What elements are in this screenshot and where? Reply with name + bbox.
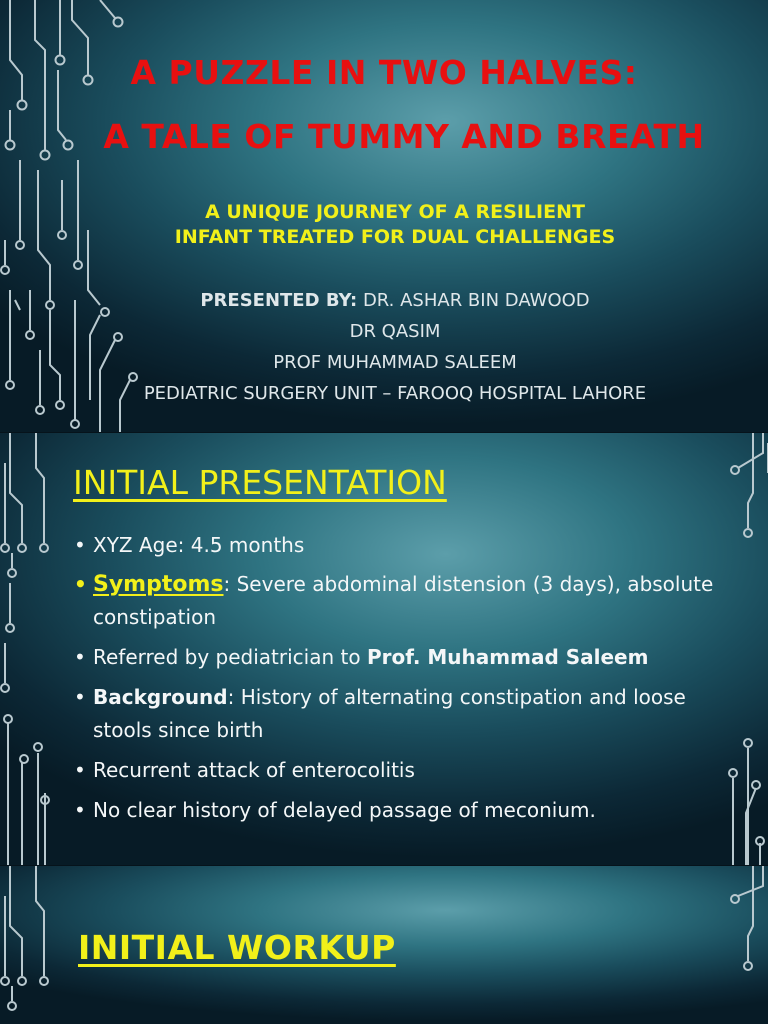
circuit-decoration-right-icon [708, 433, 768, 866]
presenter-1: DR. ASHAR BIN DAWOOD [357, 290, 590, 311]
presented-by [0, 285, 768, 316]
list-item [74, 529, 714, 562]
list-item [74, 794, 714, 827]
slide-title: INITIAL WORKUP [78, 928, 396, 967]
circuit-decoration-left-icon [0, 433, 60, 866]
bullet-keyword: Prof. Muhammad Saleem [366, 645, 649, 669]
circuit-decoration-right-icon [708, 866, 768, 1024]
list-item [74, 641, 714, 674]
bullet-text: XYZ Age: 4.5 months [93, 533, 305, 557]
initial-workup-slide [0, 866, 768, 1024]
list-item [74, 681, 714, 747]
presented-by-label: PRESENTED BY: [200, 290, 358, 311]
bullet-text: : Severe abdominal distension (3 days), absolute constipation [93, 572, 714, 629]
list-item [74, 568, 714, 634]
list-item [74, 754, 714, 787]
bullet-keyword: Symptoms [93, 572, 224, 597]
presenter-2: DR QASIM [349, 321, 441, 342]
bullet-text: : History of alternating constipation and loose stools since birth [93, 685, 686, 742]
unit-affiliation: PEDIATRIC SURGERY UNIT – FAROOQ HOSPITAL LAHORE [143, 383, 647, 404]
subtitle-line-1: A UNIQUE JOURNEY OF A RESILIENT [205, 201, 585, 223]
title-line-2: A TALE OF TUMMY AND BREATH [103, 117, 705, 156]
bullet-text: No clear history of delayed passage of meconium. [93, 798, 596, 822]
title-slide [0, 0, 768, 433]
circuit-decoration-left-icon [0, 866, 60, 1024]
bullet-keyword: Background [93, 685, 228, 709]
bullet-text: Recurrent attack of enterocolitis [93, 758, 415, 782]
subtitle-line-2: INFANT TREATED FOR DUAL CHALLENGES [174, 226, 616, 248]
bullet-text: Referred by pediatrician to [93, 645, 367, 669]
presenter-3: PROF MUHAMMAD SALEEM [273, 352, 517, 373]
initial-presentation-slide [0, 433, 768, 866]
title-line-1: A PUZZLE IN TWO HALVES: [130, 53, 638, 92]
slide-title: INITIAL PRESENTATION [73, 463, 447, 502]
bullet-list [74, 529, 714, 834]
